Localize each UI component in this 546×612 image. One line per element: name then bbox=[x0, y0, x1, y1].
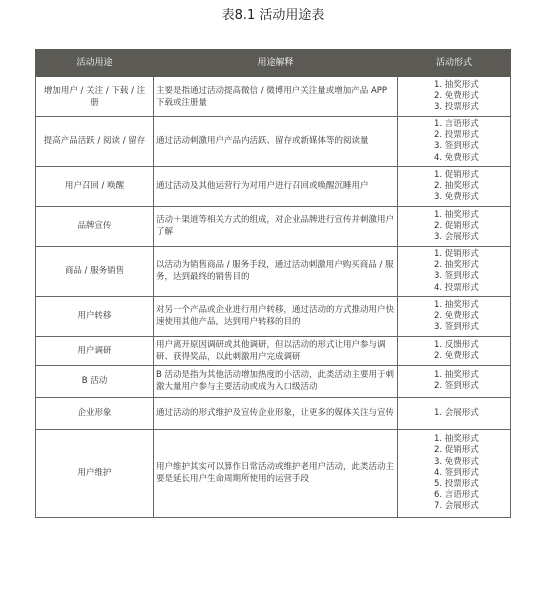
form-item: 1. 会展形式 bbox=[434, 407, 479, 418]
cell-explanation: 主要是指通过活动提高微信 / 微博用户关注量或增加产品 APP 下载或注册量 bbox=[154, 77, 398, 117]
form-item: 1. 抽奖形式 bbox=[434, 79, 479, 90]
form-item: 3. 签到形式 bbox=[434, 141, 479, 152]
cell-purpose: 用户调研 bbox=[36, 336, 154, 365]
table-row bbox=[36, 336, 511, 365]
cell-purpose: B 活动 bbox=[36, 365, 154, 397]
form-item: 3. 会展形式 bbox=[434, 231, 479, 242]
cell-explanation: 用户维护其实可以算作日常活动或维护老用户活动，此类活动主要是延长用户生命周期所使用的运营手段 bbox=[154, 429, 398, 517]
form-item: 7. 会展形式 bbox=[434, 501, 479, 512]
cell-explanation: 通过活动及其他运营行为对用户进行召回或唤醒沉睡用户 bbox=[154, 166, 398, 206]
cell-forms bbox=[398, 365, 511, 397]
form-item: 6. 言语形式 bbox=[434, 490, 479, 501]
form-item: 3. 签到形式 bbox=[434, 271, 479, 282]
cell-forms bbox=[398, 296, 511, 336]
form-item: 1. 抽奖形式 bbox=[434, 299, 479, 310]
cell-explanation: 活动＋渠道等相关方式的组成，对企业品牌进行宣传并刺激用户了解 bbox=[154, 206, 398, 246]
activity-table bbox=[35, 49, 511, 518]
cell-explanation: 以活动为销售商品 / 服务手段，通过活动刺激用户购买商品 / 服务，达到最终的销售目的 bbox=[154, 246, 398, 296]
form-item: 1. 抽奖形式 bbox=[434, 209, 479, 220]
form-item: 2. 投票形式 bbox=[434, 130, 479, 141]
cell-forms bbox=[398, 397, 511, 429]
cell-purpose: 用户召回 / 唤醒 bbox=[36, 166, 154, 206]
form-item: 3. 签到形式 bbox=[434, 321, 479, 332]
cell-explanation: 用户离开原因调研或其他调研，但以活动的形式让用户参与调研、获得奖品，以此刺激用户完成调研 bbox=[154, 336, 398, 365]
form-item: 2. 抽奖形式 bbox=[434, 260, 479, 271]
header-forms: 活动形式 bbox=[398, 50, 511, 77]
cell-forms bbox=[398, 77, 511, 117]
form-item: 2. 促销形式 bbox=[434, 445, 479, 456]
cell-purpose: 品牌宣传 bbox=[36, 206, 154, 246]
table-row bbox=[36, 117, 511, 167]
cell-forms bbox=[398, 166, 511, 206]
table-row bbox=[36, 429, 511, 517]
table-row bbox=[36, 206, 511, 246]
form-item: 1. 促销形式 bbox=[434, 248, 479, 259]
table-row bbox=[36, 365, 511, 397]
form-item: 1. 促销形式 bbox=[434, 169, 479, 180]
cell-explanation: 对另一个产品或企业进行用户转移，通过活动的方式推动用户快速使用其他产品，达到用户转移的目的 bbox=[154, 296, 398, 336]
header-purpose: 活动用途 bbox=[36, 50, 154, 77]
cell-forms bbox=[398, 429, 511, 517]
table-header-row bbox=[36, 50, 511, 77]
cell-purpose: 用户转移 bbox=[36, 296, 154, 336]
cell-purpose: 商品 / 服务销售 bbox=[36, 246, 154, 296]
cell-forms bbox=[398, 336, 511, 365]
table-row bbox=[36, 397, 511, 429]
form-item: 2. 抽奖形式 bbox=[434, 180, 479, 191]
cell-forms bbox=[398, 117, 511, 167]
cell-forms bbox=[398, 246, 511, 296]
form-item: 4. 签到形式 bbox=[434, 467, 479, 478]
form-item: 2. 免费形式 bbox=[434, 90, 479, 101]
cell-purpose: 用户维护 bbox=[36, 429, 154, 517]
form-item: 1. 反馈形式 bbox=[434, 339, 479, 350]
form-item: 2. 签到形式 bbox=[434, 381, 479, 392]
table-row bbox=[36, 296, 511, 336]
cell-explanation: B 活动是指为其他活动增加热度的小活动，此类活动主要用于刺激大量用户参与主要活动或成为入口级活动 bbox=[154, 365, 398, 397]
table-row bbox=[36, 77, 511, 117]
cell-explanation: 通过活动刺激用户产品内活跃、留存或新媒体等的阅读量 bbox=[154, 117, 398, 167]
header-explanation: 用途解释 bbox=[154, 50, 398, 77]
cell-explanation: 通过活动的形式维护及宣传企业形象，让更多的媒体关注与宣传 bbox=[154, 397, 398, 429]
form-item: 4. 投票形式 bbox=[434, 282, 479, 293]
table-row bbox=[36, 246, 511, 296]
table-row bbox=[36, 166, 511, 206]
form-item: 3. 免费形式 bbox=[434, 191, 479, 202]
form-item: 1. 抽奖形式 bbox=[434, 434, 479, 445]
form-item: 4. 免费形式 bbox=[434, 152, 479, 163]
form-item: 2. 免费形式 bbox=[434, 310, 479, 321]
form-item: 3. 免费形式 bbox=[434, 456, 479, 467]
cell-forms bbox=[398, 206, 511, 246]
form-item: 2. 免费形式 bbox=[434, 350, 479, 361]
cell-purpose: 增加用户 / 关注 / 下载 / 注册 bbox=[36, 77, 154, 117]
cell-purpose: 提高产品活跃 / 阅读 / 留存 bbox=[36, 117, 154, 167]
form-item: 2. 促销形式 bbox=[434, 220, 479, 231]
cell-purpose: 企业形象 bbox=[36, 397, 154, 429]
form-item: 1. 抽奖形式 bbox=[434, 370, 479, 381]
form-item: 3. 投票形式 bbox=[434, 102, 479, 113]
form-item: 1. 言语形式 bbox=[434, 119, 479, 129]
form-item: 5. 投票形式 bbox=[434, 478, 479, 489]
page-title: 表8.1 活动用途表 bbox=[221, 8, 325, 23]
